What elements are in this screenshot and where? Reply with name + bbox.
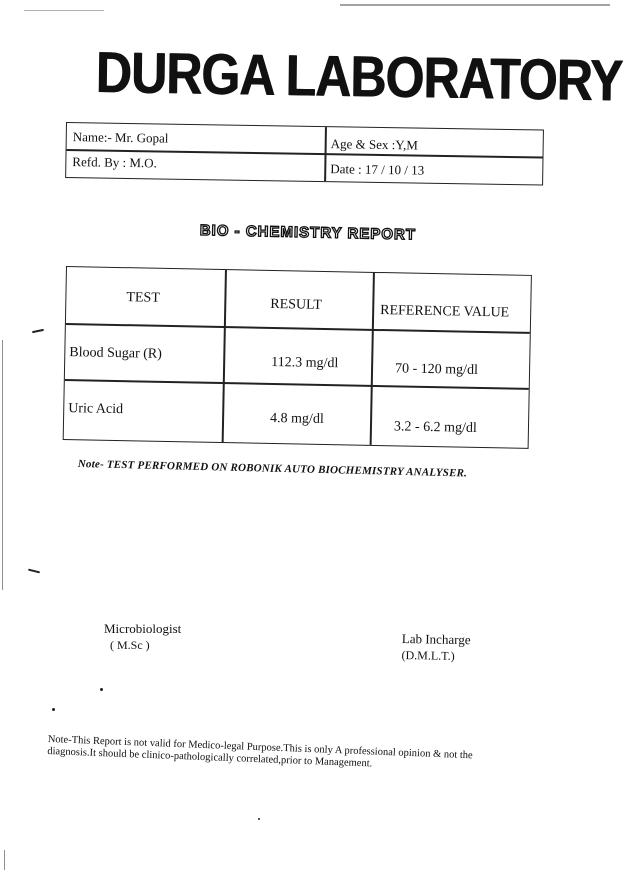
scan-speck bbox=[100, 688, 103, 691]
scan-speck bbox=[258, 818, 260, 820]
patient-info-box bbox=[65, 122, 544, 186]
table-cell-reference: 70 - 120 mg/dl bbox=[394, 361, 479, 378]
table-divider bbox=[65, 379, 529, 389]
scan-edge-mark bbox=[2, 340, 3, 590]
table-cell-test: Blood Sugar (R) bbox=[69, 345, 163, 362]
table-divider bbox=[66, 323, 530, 333]
column-header-test: TEST bbox=[126, 290, 160, 306]
scan-speck bbox=[52, 708, 55, 711]
report-title: BIO - CHEMISTRY REPORT bbox=[199, 222, 417, 244]
patient-age-sex: Age & Sex :Y,M bbox=[330, 136, 418, 153]
table-cell-test: Uric Acid bbox=[68, 401, 124, 418]
scan-edge-mark bbox=[24, 10, 104, 11]
scan-mark bbox=[28, 569, 40, 574]
column-header-reference: REFERENCE VALUE bbox=[380, 303, 510, 321]
lab-incharge-signature-block bbox=[401, 630, 470, 665]
lab-name-heading: DURGA LABORATORY bbox=[95, 40, 623, 114]
signature-title: Microbiologist bbox=[104, 621, 182, 636]
scan-edge-mark bbox=[340, 4, 610, 6]
table-cell-reference: 3.2 - 6.2 mg/dl bbox=[393, 419, 477, 436]
signature-qualification: (D.M.L.T.) bbox=[401, 647, 455, 663]
disclaimer-note: Note-This Report is not valid for Medico-legal Purpose.This is only A professional opinion & not the diagnosis.It should be clinico-pathologically correlated,prior to Management. bbox=[47, 734, 473, 770]
patient-name: Name:- Mr. Gopal bbox=[72, 129, 169, 146]
analyser-note: Note- TEST PERFORMED ON ROBONIK AUTO BIOCHEMISTRY ANALYSER. bbox=[77, 458, 468, 480]
table-divider bbox=[370, 273, 375, 445]
table-cell-result: 112.3 mg/dl bbox=[271, 354, 339, 372]
table-cell-result: 4.8 mg/dl bbox=[269, 410, 324, 427]
scan-edge-mark bbox=[4, 850, 5, 870]
results-table bbox=[63, 266, 532, 449]
signature-qualification: ( M.Sc ) bbox=[110, 638, 150, 652]
report-date: Date : 17 / 10 / 13 bbox=[330, 161, 425, 178]
column-header-result: RESULT bbox=[270, 296, 323, 313]
table-divider bbox=[222, 270, 227, 442]
referred-by: Refd. By : M.O. bbox=[72, 154, 157, 171]
scan-mark bbox=[32, 329, 44, 333]
signature-title: Lab Incharge bbox=[401, 630, 471, 648]
microbiologist-signature-block bbox=[104, 620, 181, 654]
